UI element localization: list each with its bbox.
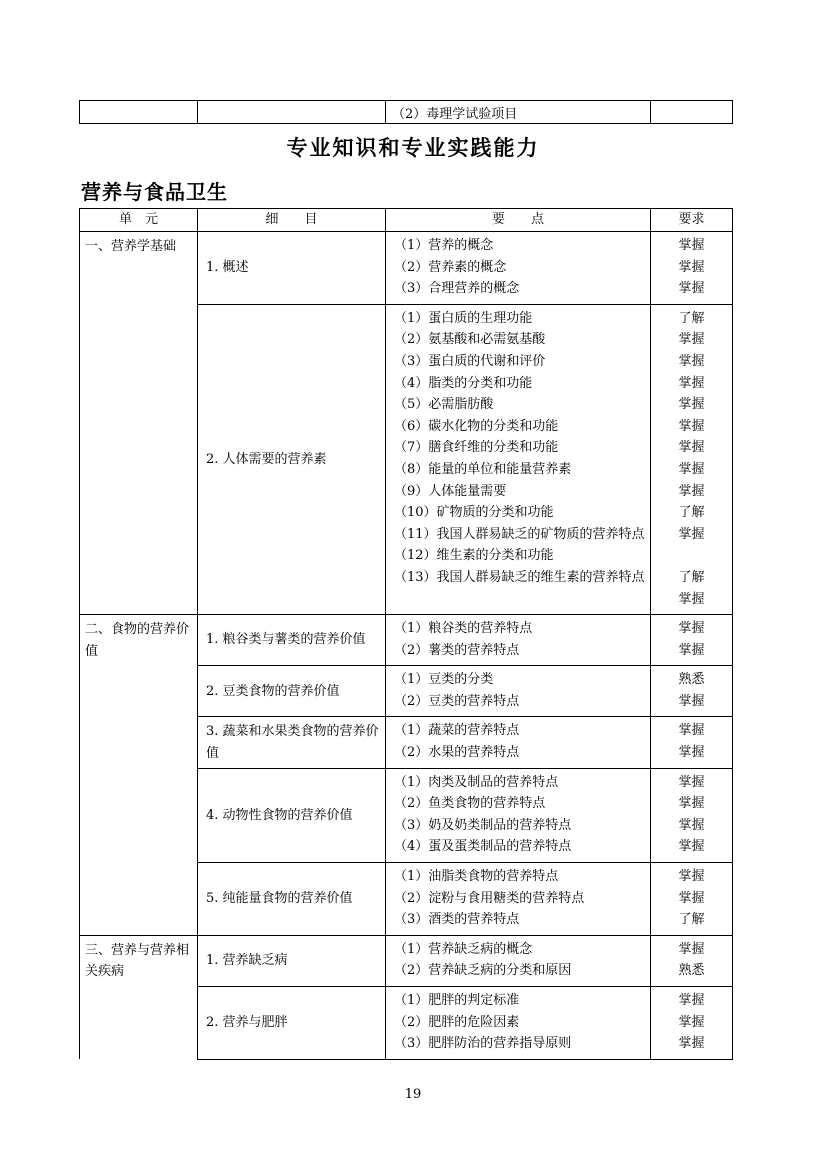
- item-cell: 5. 纯能量食物的营养价值: [198, 863, 386, 936]
- req-line: 熟悉: [678, 963, 705, 979]
- points-cell: [386, 987, 651, 1060]
- point-line: （5）必需脂肪酸: [394, 397, 494, 413]
- req-line: 掌握: [678, 1036, 705, 1052]
- unit-cell: 三、营养与营养相关疾病: [80, 935, 198, 986]
- table-row: [80, 232, 733, 305]
- point-line: （3）酒类的营养特点: [394, 912, 520, 928]
- unit-cell: [80, 863, 198, 936]
- item-cell: 4. 动物性食物的营养价值: [198, 768, 386, 862]
- points-cell: [386, 863, 651, 936]
- req-line: 掌握: [678, 591, 705, 607]
- point-line: （2）淀粉与食用糖类的营养特点: [394, 890, 585, 906]
- point-line: （2）氨基酸和必需氨基酸: [394, 332, 546, 348]
- point-line: （7）膳食纤维的分类和功能: [394, 440, 559, 456]
- point-line: （1）肉类及制品的营养特点: [394, 774, 559, 790]
- item-cell: 3. 蔬菜和水果类食物的营养价值: [198, 717, 386, 768]
- req-line: 掌握: [678, 941, 705, 957]
- points-cell: [386, 717, 651, 768]
- req-line: 了解: [678, 569, 705, 585]
- req-line: 掌握: [678, 281, 705, 297]
- req-line: 掌握: [678, 745, 705, 761]
- page-title: 专业知识和专业实践能力: [286, 135, 540, 160]
- req-line: 掌握: [678, 723, 705, 739]
- unit-cell: 一、营养学基础: [80, 232, 198, 305]
- point-line: （1）油脂类食物的营养特点: [394, 869, 559, 885]
- point-cell: （2）毒理学试验项目: [386, 101, 651, 124]
- req-line: 掌握: [678, 332, 705, 348]
- unit-cell: [80, 304, 198, 614]
- point-line: （8）能量的单位和能量营养素: [394, 461, 572, 477]
- point-line: （1）蔬菜的营养特点: [394, 723, 520, 739]
- unit-cell: [80, 717, 198, 768]
- point-line: （1）蛋白质的生理功能: [394, 310, 533, 326]
- point-line: （6）碳水化物的分类和功能: [394, 418, 559, 434]
- req-cell: [651, 232, 733, 305]
- req-line: 熟悉: [678, 672, 705, 688]
- req-cell: [651, 863, 733, 936]
- point-line: （13）我国人群易缺乏的维生素的营养特点: [394, 569, 645, 585]
- req-cell: [651, 101, 733, 124]
- req-line: 掌握: [678, 621, 705, 637]
- item-cell: 2. 豆类食物的营养价值: [198, 666, 386, 717]
- req-cell: [651, 615, 733, 666]
- previous-table-tail: [79, 100, 733, 124]
- point-line: （10）矿物质的分类和功能: [394, 505, 554, 521]
- point-line: （1）粮谷类的营养特点: [394, 621, 533, 637]
- point-line: （12）维生素的分类和功能: [394, 548, 554, 564]
- req-line: 掌握: [678, 642, 705, 658]
- req-line: 掌握: [678, 890, 705, 906]
- unit-cell: [80, 101, 198, 124]
- req-line: 掌握: [678, 526, 705, 542]
- req-cell: [651, 666, 733, 717]
- req-line: 掌握: [678, 483, 705, 499]
- header-row: [80, 209, 733, 232]
- table-row: [80, 935, 733, 986]
- item-cell: 1. 粮谷类与薯类的营养价值: [198, 615, 386, 666]
- syllabus-table: [79, 208, 733, 1060]
- table-row: [80, 666, 733, 717]
- table-row: [80, 304, 733, 614]
- point-line: （3）合理营养的概念: [394, 281, 520, 297]
- req-cell: [651, 717, 733, 768]
- point-line: （9）人体能量需要: [394, 483, 507, 499]
- point-line: （2）肥胖的危险因素: [394, 1014, 520, 1030]
- points-cell: [386, 615, 651, 666]
- req-line: 掌握: [678, 353, 705, 369]
- header-points: 要 点: [386, 209, 651, 232]
- point-line: （1）营养缺乏病的概念: [394, 941, 533, 957]
- req-cell: [651, 304, 733, 614]
- table-row: [80, 768, 733, 862]
- points-cell: [386, 666, 651, 717]
- table-row: [80, 717, 733, 768]
- req-line: 掌握: [678, 440, 705, 456]
- points-cell: [386, 935, 651, 986]
- req-line: 掌握: [678, 418, 705, 434]
- item-cell: 1. 营养缺乏病: [198, 935, 386, 986]
- point-line: （1）营养的概念: [394, 238, 494, 253]
- points-cell: [386, 768, 651, 862]
- item-cell: 1. 概述: [198, 232, 386, 305]
- points-cell: [386, 232, 651, 305]
- item-cell: [198, 101, 386, 124]
- point-line: （11）我国人群易缺乏的矿物质的营养特点: [394, 526, 645, 542]
- table-row: [80, 615, 733, 666]
- point-line: （3）蛋白质的代谢和评价: [394, 353, 546, 369]
- req-line: 掌握: [678, 796, 705, 812]
- unit-cell: [80, 987, 198, 1060]
- table-row: [80, 863, 733, 936]
- point-line: （3）肥胖防治的营养指导原则: [394, 1036, 572, 1052]
- req-line: 掌握: [678, 461, 705, 477]
- req-line: 了解: [678, 912, 705, 928]
- point-line: （2）营养缺乏病的分类和原因: [394, 963, 572, 979]
- item-cell: 2. 营养与肥胖: [198, 987, 386, 1060]
- req-line: [651, 545, 732, 567]
- req-line: 掌握: [678, 774, 705, 790]
- page-number: 19: [404, 1087, 422, 1102]
- req-cell: [651, 768, 733, 862]
- req-line: 了解: [678, 310, 705, 326]
- req-cell: [651, 987, 733, 1060]
- req-line: 掌握: [678, 839, 705, 855]
- point-line: （2）薯类的营养特点: [394, 642, 520, 658]
- table-row: [80, 987, 733, 1060]
- point-line: （2）水果的营养特点: [394, 745, 520, 761]
- syllabus-body: [80, 232, 733, 1060]
- req-line: 掌握: [678, 993, 705, 1008]
- point-line: （1）豆类的分类: [394, 672, 494, 688]
- unit-cell: [80, 666, 198, 717]
- section-title: 营养与食品卫生: [81, 180, 228, 204]
- point-line: （3）奶及奶类制品的营养特点: [394, 817, 572, 833]
- req-line: 掌握: [678, 397, 705, 413]
- req-line: 掌握: [678, 375, 705, 391]
- point-line: （2）营养素的概念: [394, 259, 507, 275]
- unit-cell: 二、食物的营养价值: [80, 615, 198, 666]
- req-cell: [651, 935, 733, 986]
- req-line: 掌握: [678, 817, 705, 833]
- req-line: 了解: [678, 505, 705, 521]
- req-line: 掌握: [678, 238, 705, 253]
- req-line: 掌握: [678, 259, 705, 275]
- req-line: 掌握: [678, 1014, 705, 1030]
- header-unit: 单 元: [80, 209, 198, 232]
- point-line: （4）蛋及蛋类制品的营养特点: [394, 839, 572, 855]
- point-line: （1）肥胖的判定标准: [394, 993, 520, 1008]
- unit-cell: [80, 768, 198, 862]
- point-line: （4）脂类的分类和功能: [394, 375, 533, 391]
- req-line: 掌握: [678, 693, 705, 709]
- table-row: [80, 101, 733, 124]
- point-line: （2）豆类的营养特点: [394, 693, 520, 709]
- req-line: 掌握: [678, 869, 705, 885]
- header-req: 要求: [651, 209, 733, 232]
- points-cell: [386, 304, 651, 614]
- item-cell: 2. 人体需要的营养素: [198, 304, 386, 614]
- point-line: （2）鱼类食物的营养特点: [394, 796, 546, 812]
- header-item: 细 目: [198, 209, 386, 232]
